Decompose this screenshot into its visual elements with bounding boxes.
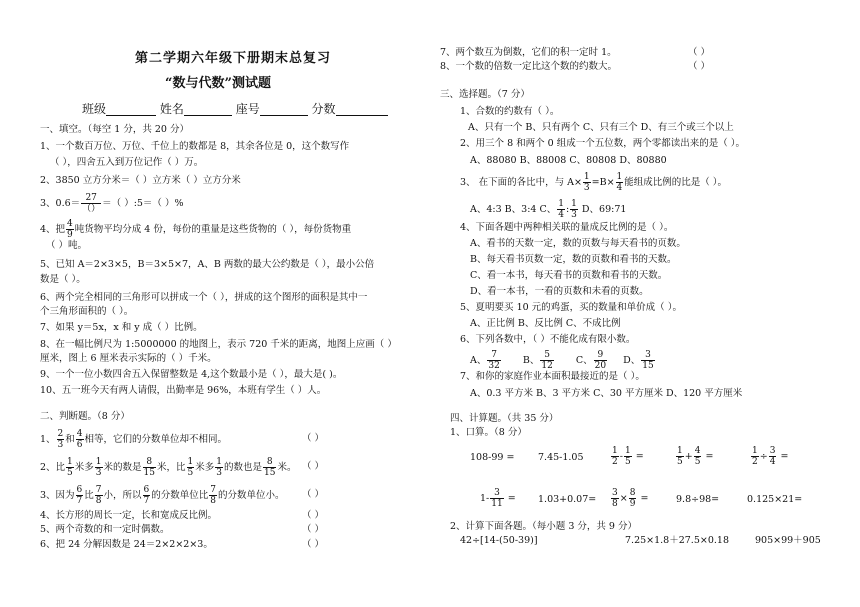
calc-e3: 905×99＋905 — [755, 535, 821, 546]
calc-sub2-heading: 2、计算下面各题。（每小题 3 分，共 9 分） — [450, 521, 637, 532]
section-3-heading: 三、选择题。（7 分） — [440, 89, 530, 100]
choice-q4-option-c: C、看一本书，每天看书的页数和看书的天数。 — [470, 270, 668, 281]
choice-q5-options: A、正比例 B、反比例 C、不成比例 — [470, 318, 621, 329]
page-title: 第二学期六年级下册期末总复习 — [135, 51, 332, 66]
score-label: 分数 — [311, 102, 336, 116]
oral-c3: $\frac{1}{2}$ - $\frac{1}{5}$ = — [612, 446, 644, 467]
section-1-heading: 一、填空。（每空 1 分，共 20 分） — [40, 124, 189, 135]
fill-q5-line2: 数是（ ）。 — [40, 274, 86, 285]
choice-q5: 5、夏明要买 10 元的鸡蛋，买的数量和单价成（ ）。 — [460, 302, 682, 313]
section-2-heading: 二、判断题。（8 分） — [40, 411, 130, 422]
choice-q7-options: A、0.3 平方米 B、3 平方米 C、30 平方厘米 D、120 平方厘米 — [470, 388, 743, 399]
judge-q6: 6、把 24 分解因数是 24＝2×2×2×3。 — [40, 539, 213, 550]
fill-q8-line1: 8、在一幅比例尺为 1:5000000 的地图上，表示 720 千米的距离，地图上应画（ ） — [40, 339, 397, 350]
oral-c2: 7.45-1.05 — [538, 452, 584, 463]
judge-q1: 1、 $\frac{2}{3}$ 和 $\frac{4}{6}$ 相等，它们的分数单位却不相同。 — [40, 429, 228, 450]
choice-q6: 6、下列各数中，（ ）不能化成有限小数。 — [460, 334, 636, 345]
class-label: 班级 — [82, 102, 107, 116]
judge-q3: 3、因为 $\frac{6}{7}$ 比 $\frac{7}{8}$ 小，所以 $\frac{6}{7}$ 的分数单位比 $\frac{7}{8}$ 的分数单位小。 — [40, 485, 285, 506]
judge-q2: 2、比 $\frac{1}{5}$ 米多 $\frac{1}{3}$ 米的数是 $\frac{8}{15}$ 米，比 $\frac{1}{5}$ 米多 $\frac{1}{3}$ 的数也是 $\frac{8}{15}$ 米。 — [40, 457, 297, 478]
oral-c1: 108-99 = — [470, 452, 515, 463]
choice-q2: 2、用三个 8 和两个 0 组成一个五位数，两个零都读出来的是（ ）。 — [460, 138, 745, 149]
oral-c5: $\frac{1}{2}$ ÷ $\frac{3}{4}$ = — [752, 446, 789, 467]
fill-q1-line2: （ ），四舍五入到万位记作（ ）万。 — [50, 157, 204, 168]
page-subtitle: “数与代数”测试题 — [165, 76, 271, 91]
fill-q6-line1: 6、两个完全相同的三角形可以拼成一个（ ），拼成的这个图形的面积是其中一 — [40, 292, 368, 303]
calc-sub1-heading: 1、口算。（8 分） — [450, 427, 527, 438]
choice-q4-option-b: B、每天看书页数一定，数的页数和看书的天数。 — [470, 254, 677, 265]
judge-q2-answer[interactable]: （ ） — [302, 461, 325, 472]
judge-q4-answer[interactable]: （ ） — [302, 510, 325, 521]
oral-c10: 0.125×21= — [747, 494, 803, 505]
choice-q6-options: A、 $\frac{7}{32}$ B、 $\frac{5}{12}$ C、 $\frac{9}{20}$ D、 $\frac{3}{15}$ — [470, 350, 654, 371]
fill-q2: 2、3850 立方分米＝（ ）立方米（ ）立方分米 — [40, 175, 241, 186]
fill-q10: 10、五一班今天有两人请假，出勤率是 96%，本班有学生（ ）人。 — [40, 385, 327, 396]
judge-q7: 7、两个数互为倒数，它们的积一定时 1。 — [440, 47, 617, 58]
choice-q3: 3、 在下面的各比中，与 A× $\frac{1}{3}$ =B× $\frac{1}{4}$ 能组成比例的比是（ ）。 — [460, 172, 728, 193]
choice-q3-options: A、4:3 B、3:4 C、 $\frac{1}{4}$ : $\frac{1}{3}$ D、69:71 — [470, 199, 627, 220]
student-info-row — [82, 103, 388, 116]
choice-q4-option-a: A、看书的天数一定，数的页数与每天看书的页数。 — [470, 238, 686, 249]
oral-c7: 1.03+0.07= — [538, 494, 597, 505]
choice-q2-options: A、88080 B、88008 C、80808 D、80880 — [470, 155, 667, 166]
name-label: 姓名 — [159, 102, 184, 116]
judge-q4: 4、长方形的周长一定，长和宽成反比例。 — [40, 510, 218, 521]
class-blank[interactable] — [106, 103, 156, 116]
judge-q8-answer[interactable]: （ ） — [688, 61, 711, 72]
oral-c9: 9.8÷98= — [676, 494, 720, 505]
judge-q3-answer[interactable]: （ ） — [302, 489, 325, 500]
seat-label: 座号 — [235, 102, 260, 116]
name-blank[interactable] — [184, 103, 232, 116]
fill-q5-line1: 5、已知 A＝2×3×5，B＝3×5×7，A、B 两数的最大公约数是（ ），最小公倍 — [40, 259, 375, 270]
seat-blank[interactable] — [260, 103, 308, 116]
section-4-heading: 四、计算题。（共 35 分） — [450, 413, 559, 424]
judge-q1-answer[interactable]: （ ） — [302, 433, 325, 444]
fill-q9: 9、一个一位小数四舍五入保留整数是 4,这个数最小是（ ），最大是( )。 — [40, 369, 343, 380]
oral-c8: $\frac{3}{8}$ × $\frac{8}{9}$ = — [612, 488, 649, 509]
score-blank[interactable] — [336, 103, 388, 116]
choice-q7: 7、和你的家庭作业本面积最接近的是（ ）。 — [460, 371, 645, 382]
choice-q4-option-d: D、看一本书，一看的页数和未看的页数。 — [470, 286, 649, 297]
calc-e2: 7.25×1.8＋27.5×0.18 — [625, 535, 729, 546]
choice-q1-options: A、只有一个 B、只有两个 C、只有三个 D、有三个或三个以上 — [468, 122, 734, 133]
fill-q6-line2: 个三角形面积的（ ）。 — [40, 306, 134, 317]
fill-q4: 4、把 $\frac{4}{9}$ 吨货物平均分成 4 份，每份的重量是这些货物的（ ），每份货物重 — [40, 219, 352, 240]
judge-q8: 8、一个数的倍数一定比这个数的约数大。 — [440, 61, 618, 72]
judge-q6-answer[interactable]: （ ） — [302, 539, 325, 550]
oral-c4: $\frac{1}{5}$ + $\frac{4}{5}$ = — [677, 446, 714, 467]
fill-q7: 7、如果 y＝5x，x 和 y 成（ ）比例。 — [40, 322, 203, 333]
choice-q1: 1、合数的约数有（ ）。 — [460, 106, 560, 117]
fill-q1-line1: 1、一个数百万位、万位、千位上的数都是 8，其余各位是 0，这个数写作 — [40, 141, 350, 152]
fill-q8-line2: 厘米，图上 6 厘米表示实际的（ ）千米。 — [40, 353, 217, 364]
choice-q4: 4、下面各题中两种相关联的量成反比例的是（ ）。 — [460, 222, 674, 233]
judge-q7-answer[interactable]: （ ） — [688, 47, 711, 58]
oral-c6: 1- $\frac{3}{11}$ = — [480, 488, 516, 509]
fill-q3: 3、0.6＝ 27 （） ＝（ ）:5＝（ ）% — [40, 193, 184, 214]
fill-q4-line2: （ ）吨。 — [46, 240, 88, 251]
judge-q5: 5、两个奇数的和一定时偶数。 — [40, 524, 170, 535]
judge-q5-answer[interactable]: （ ） — [302, 524, 325, 535]
calc-e1: 42÷[14-(50-39)] — [460, 535, 538, 546]
